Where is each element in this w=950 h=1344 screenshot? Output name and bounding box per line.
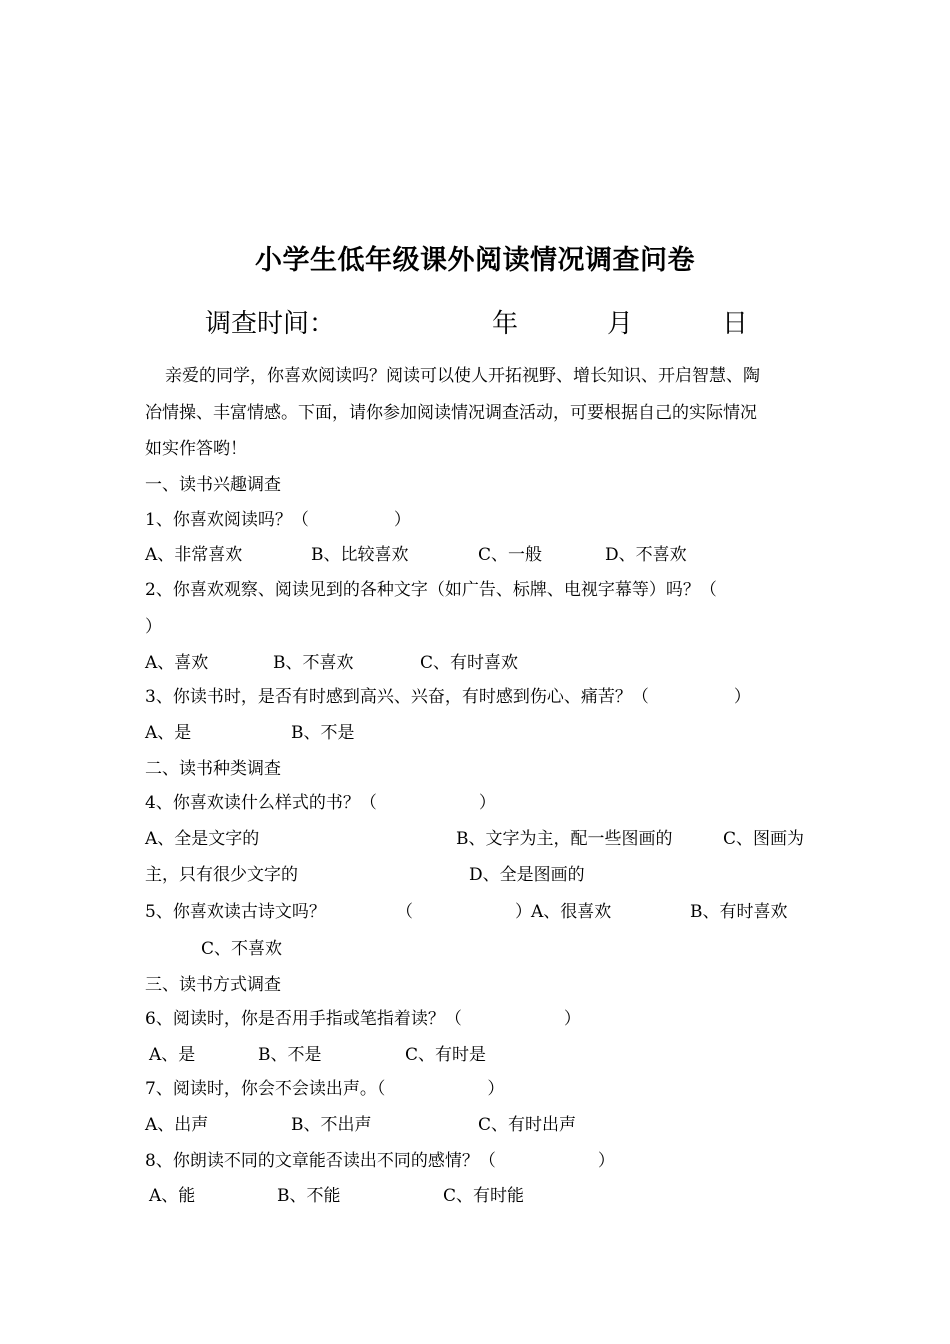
section-heading-types: 二、读书种类调查 — [145, 759, 281, 779]
intro-line: 如实作答哟！ — [145, 439, 247, 459]
q5-option-c: C、不喜欢 — [201, 939, 283, 959]
survey-date-label: 调查时间： — [205, 309, 336, 339]
intro-line: 冶情操、丰富情感。下面，请你参加阅读情况调查活动，可要根据自己的实际情况 — [145, 403, 757, 423]
question-7: 7、阅读时，你会不会读出声。（ ） — [145, 1079, 505, 1099]
q7-option-b: B、不出声 — [291, 1115, 372, 1135]
question-2-cont: ） — [145, 617, 162, 637]
q6-option-c: C、有时是 — [405, 1045, 487, 1065]
q5-option-b: B、有时喜欢 — [690, 902, 788, 922]
q1-option-b: B、比较喜欢 — [311, 545, 409, 565]
q4-option-a: A、全是文字的 — [145, 829, 260, 849]
q6-option-a: A、是 — [149, 1045, 196, 1065]
q3-option-b: B、不是 — [291, 723, 355, 743]
question-8: 8、你朗读不同的文章能否读出不同的感情？（ ） — [145, 1151, 615, 1171]
survey-date-month: 月 — [607, 309, 634, 339]
q4-option-d: D、全是图画的 — [469, 865, 585, 885]
q2-option-c: C、有时喜欢 — [420, 653, 519, 673]
question-1: 1、你喜欢阅读吗？（ ） — [145, 510, 411, 530]
q1-option-c: C、一般 — [478, 545, 543, 565]
question-4: 4、你喜欢读什么样式的书？（ ） — [145, 793, 496, 813]
question-3: 3、你读书时，是否有时感到高兴、兴奋，有时感到伤心、痛苦？（ ） — [145, 687, 751, 707]
survey-date-year: 年 — [492, 309, 519, 339]
question-2: 2、你喜欢观察、阅读见到的各种文字（如广告、标牌、电视字幕等）吗？（ — [145, 580, 717, 600]
q1-option-d: D、不喜欢 — [605, 545, 687, 565]
q1-option-a: A、非常喜欢 — [145, 545, 243, 565]
q5-option-a: A、很喜欢 — [531, 902, 612, 922]
question-5: 5、你喜欢读古诗文吗？ — [145, 902, 326, 922]
section-heading-methods: 三、读书方式调查 — [145, 975, 281, 995]
section-heading-interest: 一、读书兴趣调查 — [145, 475, 281, 495]
question-6: 6、阅读时，你是否用手指或笔指着读？（ ） — [145, 1009, 581, 1029]
q7-option-c: C、有时出声 — [478, 1115, 577, 1135]
q8-option-c: C、有时能 — [443, 1186, 525, 1206]
page-title: 小学生低年级课外阅读情况调查问卷 — [255, 245, 695, 276]
q7-option-a: A、出声 — [145, 1115, 209, 1135]
q2-option-b: B、不喜欢 — [273, 653, 354, 673]
q4-option-b: B、文字为主，配一些图画的 — [456, 829, 673, 849]
q2-option-a: A、喜欢 — [145, 653, 209, 673]
survey-date-day: 日 — [722, 309, 749, 339]
q8-option-a: A、能 — [149, 1186, 196, 1206]
q4-option-c: C、图画为 — [723, 829, 805, 849]
q8-option-b: B、不能 — [277, 1186, 341, 1206]
q6-option-b: B、不是 — [258, 1045, 322, 1065]
intro-line: 亲爱的同学，你喜欢阅读吗？阅读可以使人开拓视野、增长知识、开启智慧、陶 — [165, 366, 760, 386]
q3-option-a: A、是 — [145, 723, 192, 743]
question-5-blank: （ ） — [396, 902, 532, 922]
q4-option-c-cont: 主，只有很少文字的 — [145, 865, 298, 885]
